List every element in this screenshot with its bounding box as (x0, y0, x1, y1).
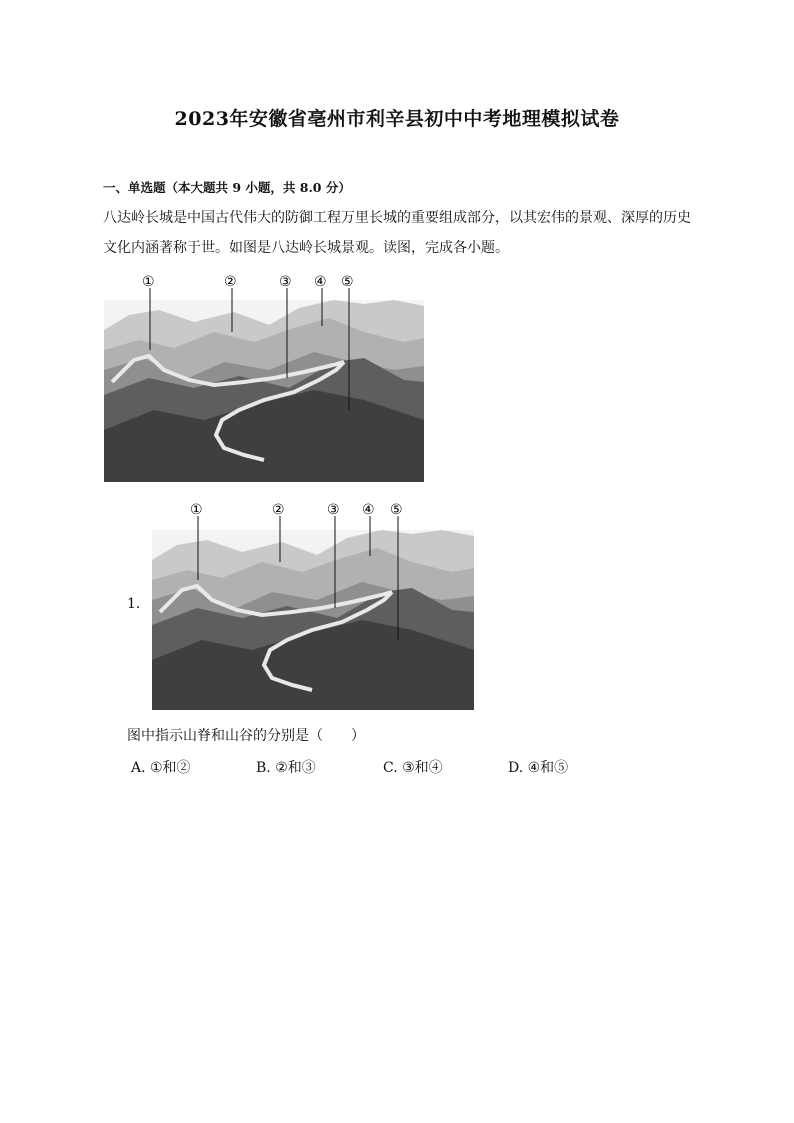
figure2-label-4: ④ (362, 502, 375, 518)
figure2-label-2: ② (272, 502, 285, 518)
figure2-label-1: ① (190, 502, 203, 518)
option-c[interactable]: C. ③和④ (383, 760, 443, 776)
figure-label-3: ③ (279, 274, 292, 290)
question-stem: 图中指示山脊和山谷的分别是（ ） (127, 728, 365, 744)
option-b[interactable]: B. ②和③ (256, 760, 316, 776)
figure-label-5: ⑤ (341, 274, 354, 290)
great-wall-figure-1 (104, 270, 424, 482)
section-heading: 一、单选题（本大题共 9 小题，共 8.0 分） (103, 180, 351, 195)
great-wall-figure-2 (152, 498, 474, 710)
passage (103, 203, 703, 263)
figure-label-1: ① (142, 274, 155, 290)
page-title: 2023年安徽省亳州市利辛县初中中考地理模拟试卷 (174, 108, 620, 130)
figure2-label-5: ⑤ (390, 502, 403, 518)
figure2-label-3: ③ (327, 502, 340, 518)
option-d[interactable]: D. ④和⑤ (508, 760, 569, 776)
passage-line-2: 文化内涵著称于世。如图是八达岭长城景观。读图，完成各小题。 (103, 240, 509, 256)
figure-label-4: ④ (314, 274, 327, 290)
figure-label-2: ② (224, 274, 237, 290)
question-number: 1. (127, 596, 141, 612)
option-a[interactable]: A. ①和② (131, 760, 191, 776)
passage-line-1: 八达岭长城是中国古代伟大的防御工程万里长城的重要组成部分，以其宏伟的景观、深厚的历史 (103, 210, 691, 226)
